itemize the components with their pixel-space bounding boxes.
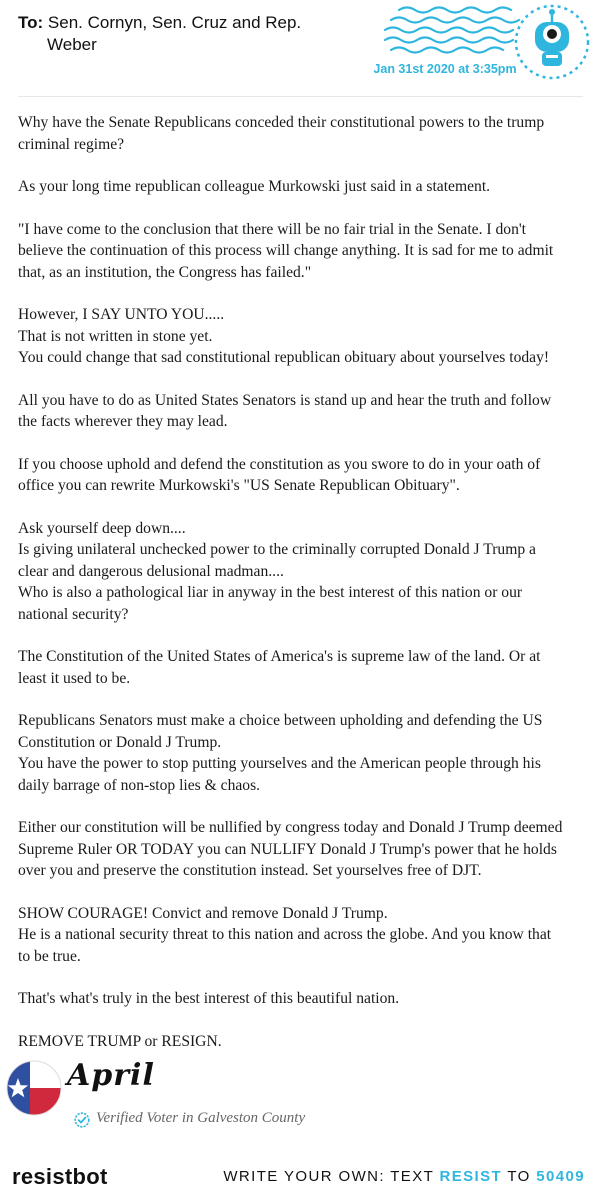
resistbot-logo[interactable]: resistbot (12, 1164, 108, 1189)
letter-line: As your long time republican colleague Murkowski just said in a statement. (18, 178, 491, 195)
signature-block (0, 1050, 601, 1140)
recipients (18, 12, 338, 56)
letter-paragraph (18, 454, 588, 497)
letter-line: Republicans Senators must make a choice between upholding and defending the US (18, 712, 543, 729)
letter-line: The Constitution of the United States of America's is supreme law of the land. Or at (18, 648, 541, 665)
letter-line: You could change that sad constitutional republican obituary about yourselves today! (18, 349, 550, 366)
texas-flag-icon (6, 1060, 62, 1116)
letter-line: SHOW COURAGE! Convict and remove Donald J Trump. (18, 904, 388, 922)
letter-line: criminal regime? (18, 135, 125, 153)
recipients-line-2: Weber (47, 35, 97, 54)
letter-line: "I have come to the conclusion that there will be no fair trial in the Senate. I don't (18, 220, 527, 238)
letter-line: REMOVE TRUMP or RESIGN. (18, 1032, 222, 1050)
letter-line: That's what's truly in the best interest of this beautiful nation. (18, 990, 400, 1007)
letter-line: He is a national security threat to this nation and across the globe. And you know that (18, 926, 552, 943)
letter-line: that, as an institution, the Congress has failed." (18, 263, 312, 281)
letter-line: daily barrage of non-stop lies & chaos. (18, 776, 261, 794)
postmark-date: Jan 31st 2020 at 3:35pm (373, 62, 517, 76)
letter-paragraph (18, 988, 588, 1010)
letter-paragraph (18, 518, 588, 626)
cta-prefix: WRITE YOUR OWN: TEXT (223, 1168, 434, 1185)
letter-line: Supreme Ruler OR TODAY you can NULLIFY Donald J Trump's power that he holds (18, 840, 557, 858)
letter-line: You have the power to stop putting yourselves and the American people through his (18, 755, 541, 772)
letter-paragraph (18, 817, 588, 882)
letter-line: All you have to do as United States Senators is stand up and hear the truth and follow (18, 391, 552, 409)
letter-line: national security? (18, 605, 129, 623)
letter-paragraph (18, 390, 588, 433)
verified-check-icon (74, 1112, 90, 1128)
recipients-line-1: Sen. Cornyn, Sen. Cruz and Rep. (47, 13, 302, 32)
letter-line: least it used to be. (18, 669, 131, 687)
cta-to: TO (507, 1168, 531, 1185)
letter-line: However, I SAY UNTO YOU..... (18, 306, 225, 323)
letter-line: Ask yourself deep down.... (18, 519, 186, 537)
cta-keyword: RESIST (439, 1168, 503, 1185)
letter-paragraph (18, 903, 588, 968)
letter-line: over you and preserve the constitution instead. Set yourselves free of DJT. (18, 862, 482, 879)
divider (18, 96, 583, 97)
letter-paragraph (18, 219, 588, 284)
letter-paragraph (18, 646, 588, 689)
letter-body (18, 112, 588, 1073)
letter-line: Who is also a pathological liar in anyway in the best interest of this nation or our (18, 584, 523, 601)
letter-line: Why have the Senate Republicans conceded their constitutional powers to the trump (18, 114, 545, 131)
cta-number: 50409 (536, 1168, 585, 1185)
signer-name: April (67, 1058, 155, 1093)
to-label: To: (18, 13, 44, 32)
letter-line: office you can rewrite Murkowski's "US Senate Republican Obituary". (18, 477, 460, 494)
letter-line: clear and dangerous delusional madman.... (18, 562, 284, 580)
letter-paragraph (18, 1031, 588, 1053)
letter-line: If you choose uphold and defend the constitution as you swore to do in your oath of (18, 455, 541, 473)
letter-paragraph (18, 304, 588, 369)
letter-line: the facts wherever they may lead. (18, 413, 228, 430)
letter-line: Either our constitution will be nullified by congress today and Donald J Trump deemed (18, 819, 563, 836)
robot-icon (535, 9, 569, 66)
verified-text: Verified Voter in Galveston County (96, 1110, 306, 1126)
letter-line: Constitution or Donald J Trump. (18, 733, 222, 751)
letter-paragraph (18, 710, 588, 796)
letter-paragraph (18, 112, 588, 155)
letter-header (0, 0, 601, 95)
verified-voter (74, 1110, 305, 1127)
letter-line: believe the continuation of this process will change anything. It is sad for me to admit (18, 242, 554, 259)
letter-line: to be true. (18, 947, 81, 965)
call-to-action[interactable] (223, 1168, 585, 1185)
letter-line: That is not written in stone yet. (18, 327, 213, 345)
footer (0, 1158, 601, 1200)
letter-paragraph (18, 176, 588, 198)
letter-line: Is giving unilateral unchecked power to the criminally corrupted Donald J Trump a (18, 541, 536, 558)
